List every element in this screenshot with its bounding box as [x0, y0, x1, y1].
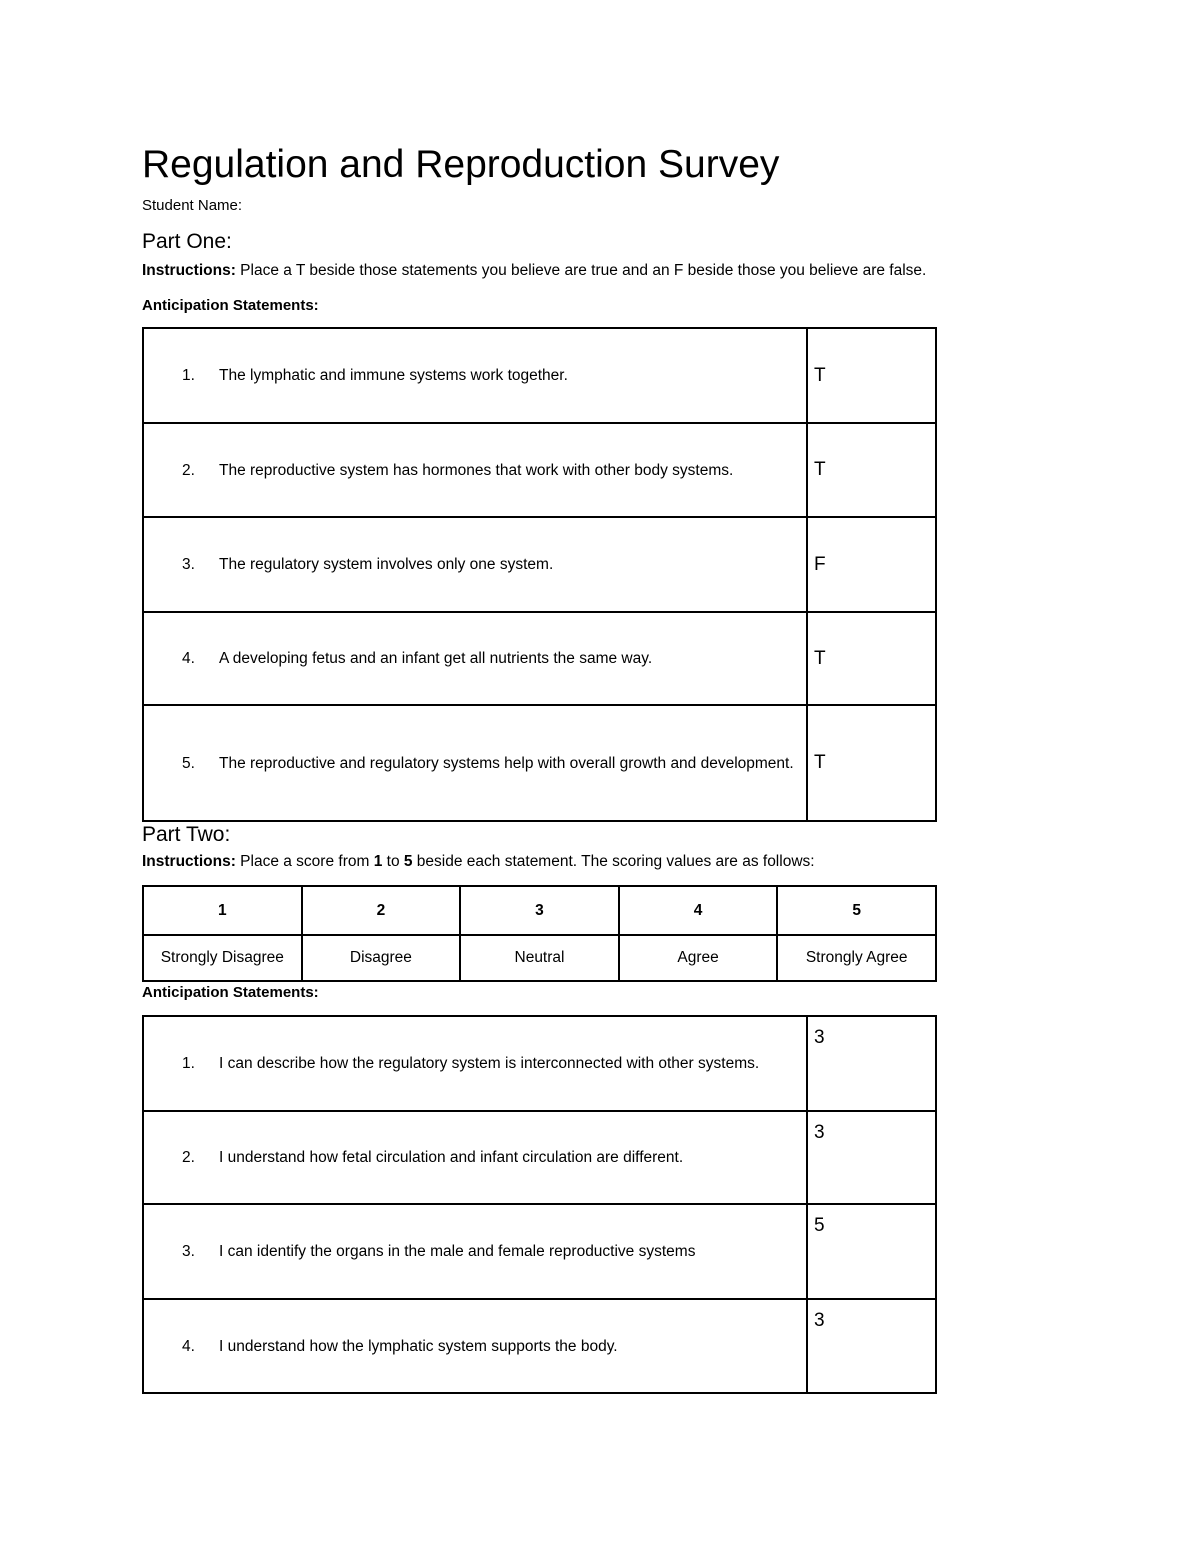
score-cell[interactable]: 3: [807, 1016, 936, 1111]
student-name-label: Student Name:: [142, 197, 243, 214]
statement-cell: [143, 612, 807, 705]
instructions-label: Instructions:: [142, 262, 236, 279]
scale-high: 5: [403, 853, 413, 870]
instructions-text: beside each statement. The scoring values are as follows:: [412, 853, 815, 870]
part-two-subheading: Anticipation Statements:: [142, 984, 319, 1001]
table-row: [143, 705, 936, 821]
instructions-text: to: [382, 853, 404, 870]
part-one-table: [142, 327, 937, 822]
table-row: [143, 1016, 936, 1111]
answer-cell[interactable]: T: [807, 328, 936, 423]
answer-cell[interactable]: T: [807, 612, 936, 705]
instructions-text: Place a T beside those statements you believe are true and an F beside those you believe are false.: [235, 262, 927, 279]
answer-cell[interactable]: F: [807, 517, 936, 612]
scale-score: 3: [460, 886, 619, 935]
part-one-instructions: [142, 262, 926, 280]
statement-cell: [143, 423, 807, 517]
statement-number: 3.: [182, 556, 195, 573]
statement-number: 2.: [182, 1149, 195, 1166]
statement-text: A developing fetus and an infant get all nutrients the same way.: [219, 650, 653, 667]
page-title: Regulation and Reproduction Survey: [142, 143, 780, 186]
statement-number: 4.: [182, 1337, 195, 1355]
statement-text: The reproductive system has hormones that work with other body systems.: [219, 461, 734, 479]
scale-score: 5: [777, 886, 936, 935]
part-one-heading: Part One:: [142, 230, 232, 253]
statement-number: 4.: [182, 650, 195, 667]
statement-text: I can identify the organs in the male and female reproductive systems: [219, 1243, 696, 1260]
instructions-text: Place a score from: [235, 853, 374, 870]
part-two-table: [142, 1015, 937, 1394]
statement-text: The regulatory system involves only one system.: [219, 556, 554, 573]
statement-number: 1.: [182, 367, 195, 384]
scale-label: Neutral: [460, 935, 619, 981]
statement-cell: [143, 1111, 807, 1204]
statement-text: I understand how fetal circulation and infant circulation are different.: [219, 1149, 684, 1166]
scale-label: Strongly Agree: [777, 935, 936, 981]
statement-number: 3.: [182, 1243, 195, 1260]
statement-cell: [143, 1299, 807, 1393]
score-cell[interactable]: 3: [807, 1111, 936, 1204]
scale-score: 2: [302, 886, 461, 935]
answer-cell[interactable]: T: [807, 705, 936, 821]
instructions-label: Instructions:: [142, 853, 236, 870]
table-row: [143, 886, 936, 935]
table-row: [143, 1111, 936, 1204]
score-cell[interactable]: 3: [807, 1299, 936, 1393]
scale-label: Disagree: [302, 935, 461, 981]
part-two-instructions: [142, 853, 815, 871]
table-row: [143, 612, 936, 705]
statement-cell: [143, 1204, 807, 1299]
scale-label: Strongly Disagree: [143, 935, 302, 981]
scale-score: 1: [143, 886, 302, 935]
statement-number: 5.: [182, 754, 195, 772]
statement-text: The lymphatic and immune systems work together.: [219, 367, 568, 384]
scoring-scale-table: [142, 885, 937, 982]
table-row: [143, 1204, 936, 1299]
statement-cell: [143, 517, 807, 612]
table-row: [143, 423, 936, 517]
scale-score: 4: [619, 886, 778, 935]
statement-text: I understand how the lymphatic system supports the body.: [219, 1337, 618, 1355]
part-two-heading: Part Two:: [142, 823, 231, 846]
part-one-subheading: Anticipation Statements:: [142, 297, 319, 314]
statement-cell: [143, 328, 807, 423]
statement-number: 1.: [182, 1055, 195, 1072]
table-row: [143, 517, 936, 612]
table-row: [143, 328, 936, 423]
table-row: [143, 1299, 936, 1393]
score-cell[interactable]: 5: [807, 1204, 936, 1299]
statement-number: 2.: [182, 461, 195, 479]
statement-text: I can describe how the regulatory system is interconnected with other systems.: [219, 1055, 760, 1072]
scale-label: Agree: [619, 935, 778, 981]
table-row: [143, 935, 936, 981]
statement-cell: [143, 1016, 807, 1111]
answer-cell[interactable]: T: [807, 423, 936, 517]
scale-low: 1: [373, 853, 383, 870]
statement-text: The reproductive and regulatory systems help with overall growth and development.: [219, 754, 794, 772]
statement-cell: [143, 705, 807, 821]
